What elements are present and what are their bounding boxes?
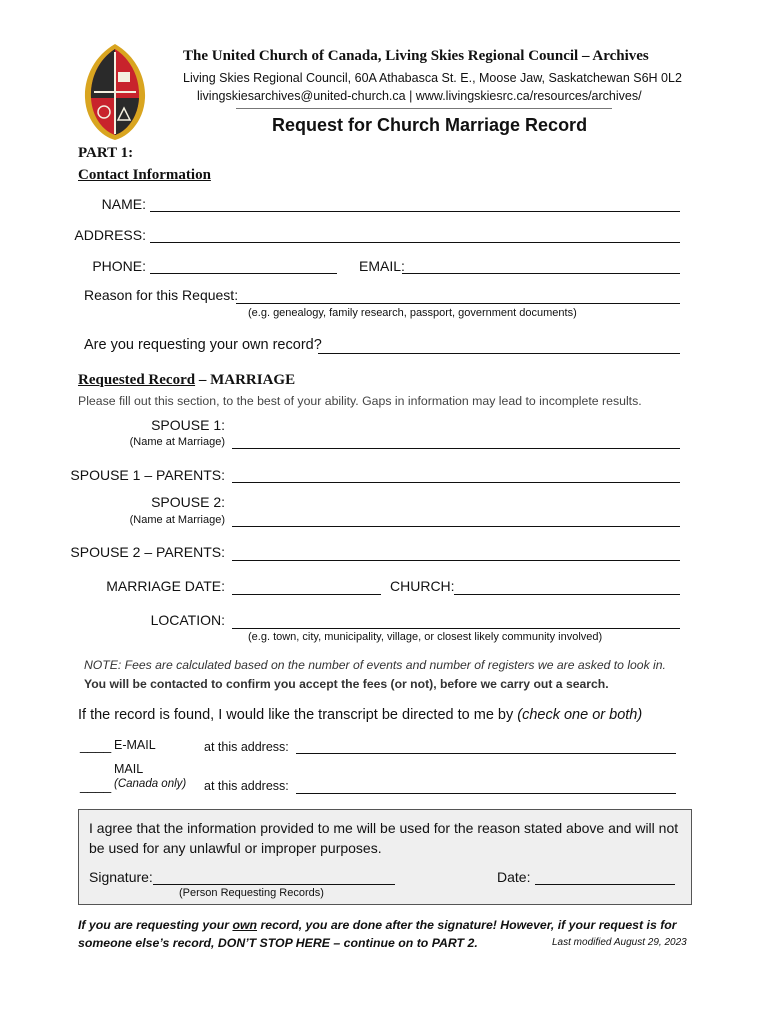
email-option-label: E-MAIL bbox=[114, 738, 156, 752]
church-field[interactable] bbox=[454, 594, 680, 595]
email-field[interactable] bbox=[402, 273, 680, 274]
mail-at-address-label: at this address: bbox=[204, 779, 289, 793]
spouse1-parents-field[interactable] bbox=[232, 482, 680, 483]
reason-field[interactable] bbox=[236, 303, 680, 304]
mail-address-field[interactable] bbox=[296, 793, 676, 794]
signature-field[interactable] bbox=[153, 884, 395, 885]
org-address: Living Skies Regional Council, 60A Athabasca St. E., Moose Jaw, Saskatchewan S6H 0L2 bbox=[183, 71, 682, 85]
org-contact: livingskiesarchives@united-church.ca | www.livingskiesrc.ca/resources/archives/ bbox=[197, 89, 642, 103]
record-heading-rest: – MARRIAGE bbox=[195, 372, 296, 388]
phone-label: PHONE: bbox=[92, 258, 146, 274]
mail-option-label: MAIL bbox=[114, 762, 144, 776]
united-church-crest-logo bbox=[82, 42, 148, 142]
agreement-box bbox=[78, 809, 692, 905]
fees-note: NOTE: Fees are calculated based on the number of events and number of registers we are asked to look in. bbox=[84, 658, 666, 672]
email-label: EMAIL: bbox=[359, 258, 405, 274]
footer-note-b: record, you are done after the signature! However, if your request is for someone else’s record, DON’T STOP HERE – continue on to PART 2. bbox=[78, 918, 677, 950]
reason-label: Reason for this Request: bbox=[84, 287, 239, 303]
reason-hint: (e.g. genealogy, family research, passport, government documents) bbox=[248, 307, 577, 319]
delivery-prompt-text: If the record is found, I would like the transcript be directed to me by bbox=[78, 707, 518, 723]
spouse1-parents-label: SPOUSE 1 – PARENTS: bbox=[70, 467, 225, 483]
phone-field[interactable] bbox=[150, 273, 337, 274]
church-label: CHURCH: bbox=[390, 578, 455, 594]
org-title: The United Church of Canada, Living Skies Regional Council – Archives bbox=[183, 48, 649, 64]
mail-checkbox-blank[interactable]: ____ bbox=[80, 777, 112, 793]
name-label: NAME: bbox=[101, 196, 146, 212]
email-at-address-label: at this address: bbox=[204, 740, 289, 754]
spouse2-field[interactable] bbox=[232, 526, 680, 527]
spouse1-hint: (Name at Marriage) bbox=[129, 436, 225, 448]
delivery-prompt bbox=[78, 707, 642, 723]
form-title: Request for Church Marriage Record bbox=[272, 115, 588, 135]
name-field[interactable] bbox=[150, 211, 680, 212]
own-record-field[interactable] bbox=[318, 353, 680, 354]
record-instructions: Please fill out this section, to the best of your ability. Gaps in information may lead to incomplete results. bbox=[78, 394, 642, 408]
footer-note-own: own bbox=[232, 918, 258, 932]
contact-section-label: Contact Information bbox=[78, 167, 211, 183]
mail-note: (Canada only) bbox=[114, 778, 187, 790]
own-record-label: Are you requesting your own record? bbox=[84, 337, 322, 353]
location-hint: (e.g. town, city, municipality, village, or closest likely community involved) bbox=[248, 631, 603, 643]
signature-label: Signature: bbox=[89, 869, 153, 885]
address-label: ADDRESS: bbox=[74, 227, 146, 243]
marriage-date-label: MARRIAGE DATE: bbox=[106, 578, 225, 594]
marriage-date-field[interactable] bbox=[232, 594, 381, 595]
date-label: Date: bbox=[497, 869, 531, 885]
date-field[interactable] bbox=[535, 884, 675, 885]
spouse2-hint: (Name at Marriage) bbox=[129, 514, 225, 526]
record-heading bbox=[78, 372, 295, 389]
header-divider bbox=[236, 108, 612, 109]
signature-hint: (Person Requesting Records) bbox=[179, 887, 324, 899]
delivery-prompt-italic: (check one or both) bbox=[517, 707, 643, 723]
footer-note-a: If you are requesting your bbox=[78, 918, 233, 932]
spouse1-field[interactable] bbox=[232, 448, 680, 449]
email-checkbox-blank[interactable]: ____ bbox=[80, 737, 112, 753]
agreement-text: I agree that the information provided to me will be used for the reason stated above and will not be used for any unlawful or improper purposes. bbox=[89, 820, 679, 856]
spouse2-parents-label: SPOUSE 2 – PARENTS: bbox=[70, 544, 225, 560]
location-label: LOCATION: bbox=[150, 612, 225, 628]
last-modified: Last modified August 29, 2023 bbox=[552, 937, 687, 948]
record-heading-underlined: Requested Record bbox=[78, 372, 196, 388]
email-address-field[interactable] bbox=[296, 753, 676, 754]
spouse1-label: SPOUSE 1: bbox=[151, 417, 225, 433]
fees-confirm: You will be contacted to confirm you accept the fees (or not), before we carry out a search. bbox=[84, 677, 609, 691]
spouse2-label: SPOUSE 2: bbox=[151, 494, 225, 510]
spouse2-parents-field[interactable] bbox=[232, 560, 680, 561]
address-field[interactable] bbox=[150, 242, 680, 243]
location-field[interactable] bbox=[232, 628, 680, 629]
part-label: PART 1: bbox=[78, 145, 134, 161]
